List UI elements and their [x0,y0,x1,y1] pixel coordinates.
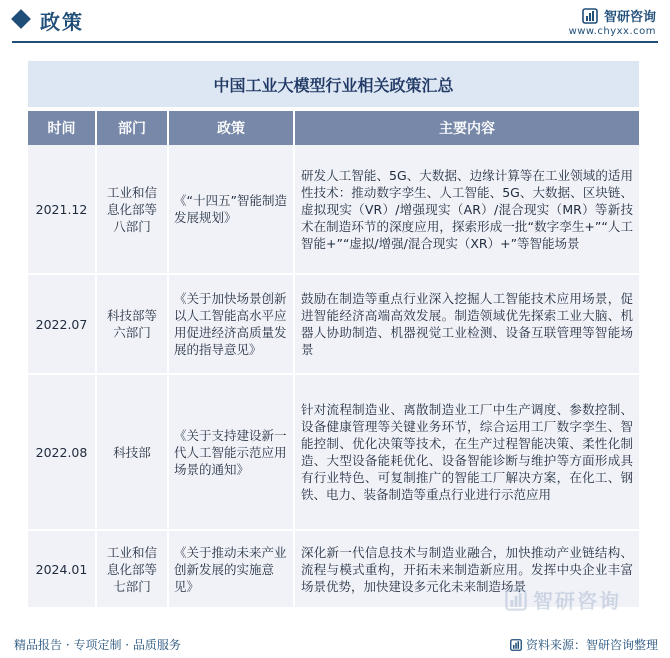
page-footer [0,631,670,658]
column-header-content: 主要内容 [294,111,639,145]
cell-content: 鼓励在制造等重点行业深入挖掘人工智能技术应用场景，促进智能经济高端高效发展。制造领域优先探索工业大脑、机器人协助制造、机器视觉工业检测、设备互联管理等智能场景 [294,274,639,374]
brand-url: www.chyxx.com [568,26,656,37]
cell-time: 2022.08 [28,374,96,530]
table-row [28,145,639,274]
footer-source-text: 资料来源：智研咨询整理 [525,638,658,652]
brand-block [569,6,656,37]
table-header-row [28,111,639,145]
cell-dept: 科技部 [96,374,168,530]
page-header [0,0,670,44]
cell-policy: 《“十四五”智能制造发展规划》 [168,145,294,274]
watermark-text: 智研咨询 [533,589,621,613]
table-row [28,374,639,530]
brand-logo-icon [582,8,598,24]
policy-table-panel [28,61,639,609]
column-header-time: 时间 [28,111,96,145]
cell-policy: 《关于支持建设新一代人工智能示范应用场景的通知》 [168,374,294,530]
policy-table [28,111,639,609]
cell-policy: 《关于推动未来产业创新发展的实施意见》 [168,530,294,608]
watermark [505,585,621,614]
diamond-bullet-icon [11,9,31,29]
table-title: 中国工业大模型行业相关政策汇总 [28,61,639,111]
cell-content: 深化新一代信息技术与制造业融合，加快推动产业链结构、流程与模式重构，开拓未来制造新应用。发挥中央企业丰富场景优势，加快建设多元化未来制造场景 [294,530,639,608]
cell-content: 针对流程制造业、离散制造业工厂中生产调度、参数控制、设备健康管理等关键业务环节，综合运用工厂数字孪生、智能控制、优化决策等技术，在生产过程智能决策、柔性化制造、大型设备能耗优化、设备智能诊断与维护等方面形成具有行业特色、可复制推广的智能工厂解决方案，在化工、钢铁、电力、装备制造等重点行业进行示范应用 [294,374,639,530]
footer-slogan: 精品报告 · 专项定制 · 品质服务 [14,638,181,652]
cell-content: 研发人工智能、5G、大数据、边缘计算等在工业领域的适用性技术：推动数字孪生、人工智能、5G、大数据、区块链、虚拟现实（VR）/增强现实（AR）/混合现实（MR）等新技术在制造环节的深度应用，探索形成一批“数字孪生+”“人工智能+”“虚拟/增强/混合现实（XR）+”等智能场景 [294,145,639,274]
cell-time: 2021.12 [28,145,96,274]
source-logo-icon [510,639,522,651]
section-title: 政策 [40,10,84,34]
watermark-logo-icon [505,589,527,611]
cell-time: 2022.07 [28,274,96,374]
brand-name: 智研咨询 [603,10,656,25]
cell-policy: 《关于加快场景创新以人工智能高水平应用促进经济高质量发展的指导意见》 [168,274,294,374]
column-header-dept: 部门 [96,111,168,145]
cell-dept: 科技部等六部门 [96,274,168,374]
cell-dept: 工业和信息化部等八部门 [96,145,168,274]
table-row [28,274,639,374]
cell-time: 2024.01 [28,530,96,608]
column-header-policy: 政策 [168,111,294,145]
header-divider [12,41,658,43]
cell-dept: 工业和信息化部等七部门 [96,530,168,608]
footer-source [510,636,658,653]
